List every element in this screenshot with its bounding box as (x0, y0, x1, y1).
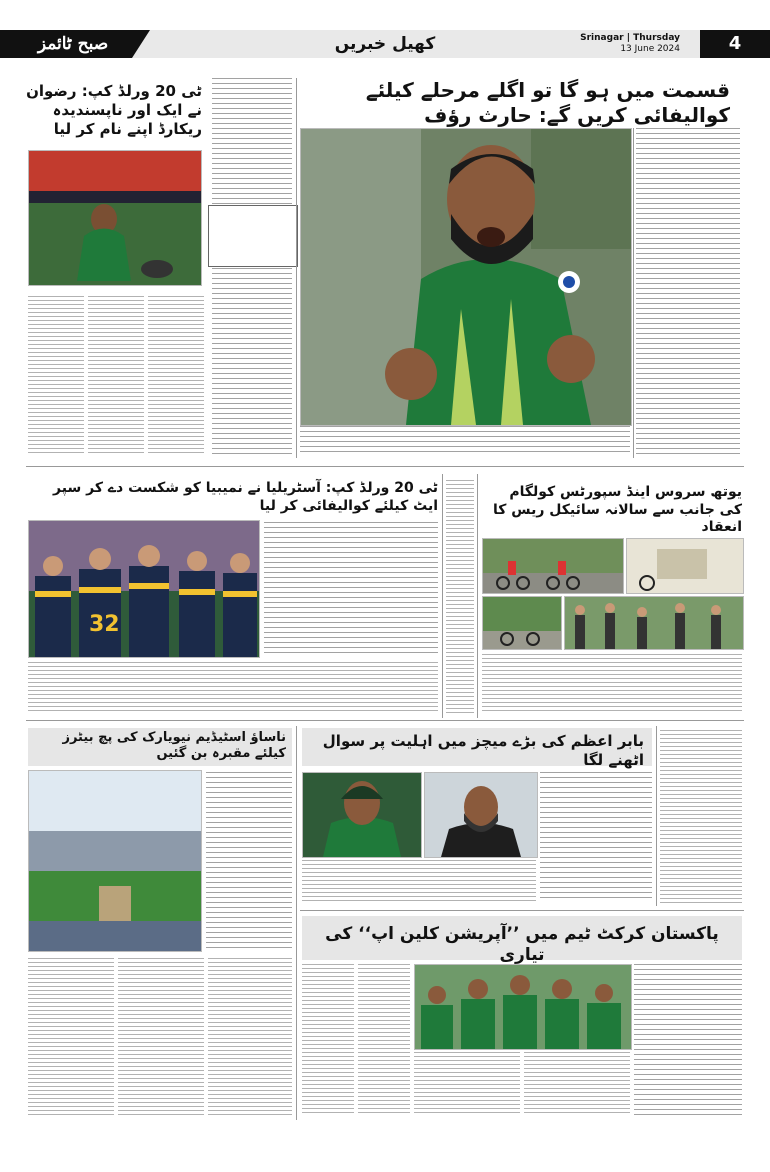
australia-body-bottom (28, 662, 438, 714)
headline-youth-services: یوتھ سروس اینڈ سپورٹس کولگام کی جانب سے سالانہ سائیکل ریس کا انعقاد (493, 484, 742, 535)
rizwan-body-3 (148, 296, 204, 454)
headline-nassau: ناساؤ اسٹیڈیم نیویارک کی پچ بیٹرز کیلئے مقبرہ بن گئیں (28, 728, 292, 766)
cycle-race-graphic-1 (483, 539, 623, 593)
divider (300, 910, 744, 911)
babar-photo-graphic (303, 773, 421, 857)
stadium-photo-graphic (29, 771, 201, 951)
page-number: 4 (728, 33, 742, 54)
nassau-body-2 (118, 958, 204, 1118)
cycle-race-graphic-4 (565, 597, 743, 649)
headline-babar: بابر اعظم کی بڑے میچز میں اہلیت پر سوال اٹھنے لگا (302, 728, 652, 766)
headline-australia: ٹی 20 ورلڈ کپ: آسٹریلیا نے نمیبیا کو شکست دے کر سپر ایٹ کیلئے کوالیفائی کر لیا (53, 480, 438, 514)
rizwan-body-2 (88, 296, 144, 454)
dateline (580, 33, 680, 55)
right-column-text (660, 730, 742, 906)
headline-rizwan: ٹی 20 ورلڈ کپ: رضوان نے ایک اور ناپسندیدہ ریکارڈ اپنے نام کر لیا (26, 82, 202, 138)
australia-body-right (264, 522, 438, 656)
cycle-race-photo-2 (626, 538, 744, 594)
clean-up-body-left-2 (358, 964, 410, 1116)
middle-column-text (446, 480, 474, 716)
australia-photo-graphic (29, 521, 259, 657)
rauf-photo-caption (300, 426, 630, 456)
divider (442, 474, 443, 718)
nassau-body-right (206, 772, 292, 952)
headline-clean-up: پاکستان کرکٹ ٹیم میں ’’آپریشن کلین اپ‘‘ کی تیاری (302, 916, 742, 960)
clean-up-body-bottom-2 (524, 1052, 630, 1116)
divider (633, 128, 634, 458)
side-column-text (212, 78, 292, 456)
cycle-race-photo-3 (482, 596, 562, 650)
rauf-photo (300, 128, 632, 426)
misbah-photo (424, 772, 538, 858)
pakistan-team-photo (414, 964, 632, 1050)
stadium-photo (28, 770, 202, 952)
nassau-body-3 (208, 958, 292, 1118)
nassau-body-1 (28, 958, 114, 1118)
rizwan-photo (28, 150, 202, 286)
australia-photo (28, 520, 260, 658)
clean-up-body-bottom-1 (414, 1052, 520, 1116)
babar-body-bottom (302, 860, 536, 902)
misbah-photo-graphic (425, 773, 537, 857)
pakistan-team-photo-graphic (415, 965, 631, 1049)
divider (296, 78, 297, 458)
section-title: کھیل خبریں (334, 34, 436, 54)
rauf-body-right (636, 128, 740, 458)
headline-rauf: قسمت میں ہو گا تو اگلے مرحلے کیلئے کوالیفائی کریں گے: حارث رؤف (365, 78, 730, 127)
divider (296, 726, 297, 1120)
clean-up-body-right (634, 964, 742, 1116)
rizwan-photo-graphic (29, 151, 201, 285)
rauf-photo-graphic (301, 129, 631, 425)
cycle-race-graphic-3 (483, 597, 561, 649)
cycle-race-photo-1 (482, 538, 624, 594)
side-column-box (208, 205, 298, 267)
newspaper-logo: صبح ٹائمز (37, 34, 109, 54)
cycle-race-photo-4 (564, 596, 744, 650)
divider (26, 720, 744, 721)
clean-up-body-left-1 (302, 964, 354, 1116)
babar-body-right (540, 772, 652, 902)
issue-date: 13 June 2024 (620, 44, 680, 54)
divider (26, 466, 744, 467)
svg-text:32: 32 (89, 612, 120, 637)
cycle-race-graphic-2 (627, 539, 743, 593)
youth-services-body (482, 654, 742, 714)
city-day: Srinagar | Thursday (580, 33, 680, 43)
divider (656, 726, 657, 906)
rizwan-body-1 (28, 296, 84, 454)
divider (477, 474, 478, 718)
babar-photo (302, 772, 422, 858)
